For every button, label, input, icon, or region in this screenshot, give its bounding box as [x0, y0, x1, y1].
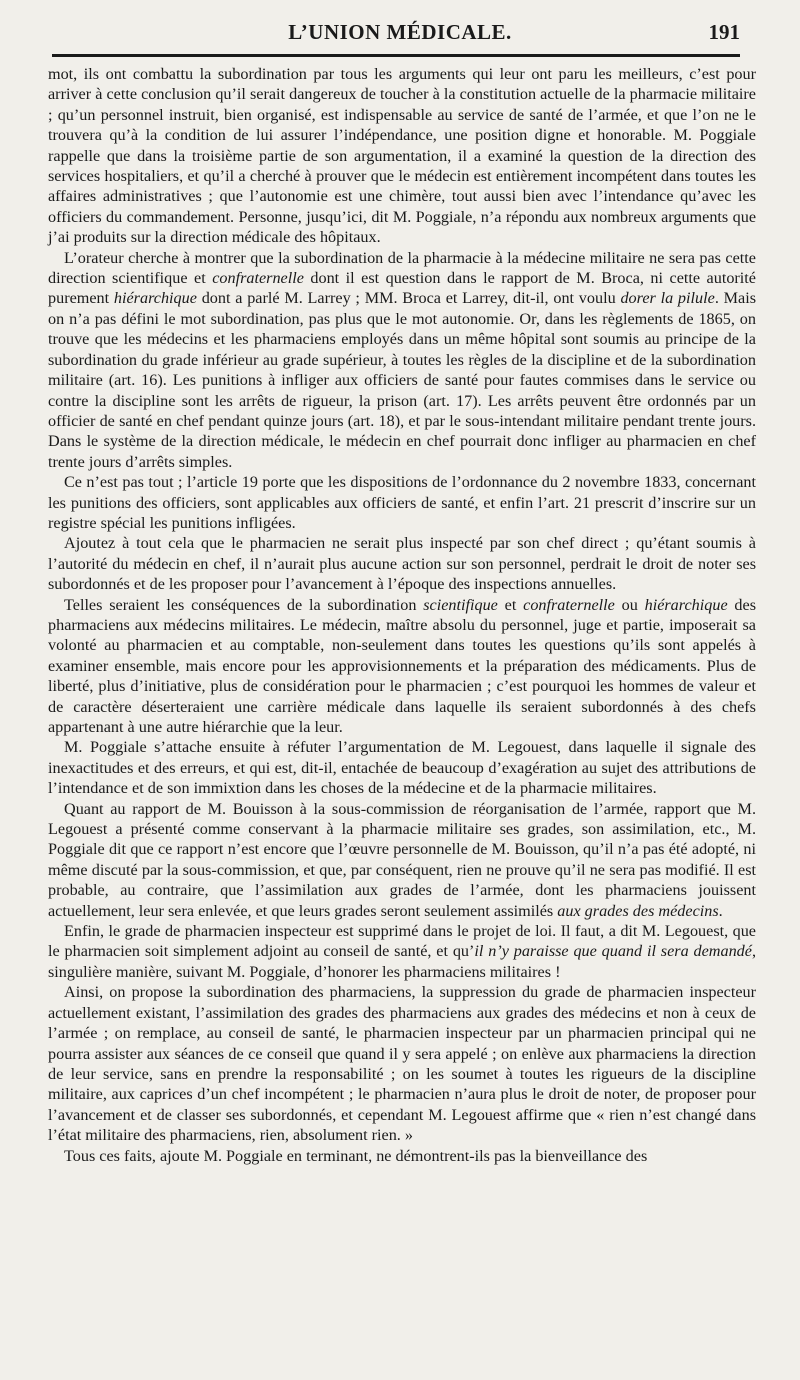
paragraph [48, 533, 756, 594]
italic-text: confraternelle [212, 269, 304, 288]
paragraph-text: Ajoutez à tout cela que le pharmacien ne serait plus inspecté par son chef direct ; qu’étant soumis à l’autorité du médecin en chef, il n’aurait plus aucune action sur son personnel, perdrait le droit de noter ses subordonnés et de les proposer pour l’avancement à l’époque des inspections annuelles. [48, 534, 756, 594]
italic-text: dorer la pilule [620, 289, 715, 308]
paragraph [48, 64, 756, 248]
paragraph-text: Telles seraient les conséquences de la subordination [64, 595, 424, 614]
paragraph-text: des pharmaciens aux médecins militaires. Le médecin, maître absolu du personnel, juge et partie, imposerait sa volonté au pharmacien et au comptable, non-seulement dans toutes les questions qu’ils sont appelés à examiner ensemble, mais encore pour les approvisionnements et la préparation des médicaments. Plus de liberté, plus d’initiative, plus de considération pour le pharmacien ; c’est pourquoi les hommes de valeur et de caractère déserteraient une carrière médicale dans laquelle ils seraient subordonnés à des chefs appartenant à une autre hiérarchie que la leur. [48, 595, 757, 736]
paragraph [48, 248, 756, 472]
page-header [48, 18, 752, 48]
page-number: 191 [708, 20, 740, 44]
paragraph-text: et [497, 595, 524, 614]
paragraph-text: Ainsi, on propose la subordination des pharmaciens, la suppression du grade de pharmacien inspecteur actuellement existant, l’assimilation des grades des pharmaciens aux grades des médecins et non à ceux de l’armée ; on remplace, au conseil de santé, le pharmacien inspecteur par un pharmacien principal qui ne pourra assister aux séances de ce conseil que quand il y sera appelé ; on enlève aux pharmaciens la direction de leur service, sans en prendre la responsabilité ; on les soumet à toutes les rigueurs de la discipline militaire, aux caprices d’un chef incompétent ; le pharmacien n’aura plus le droit de noter, de proposer pour l’avancement et de classer ses subordonnés, et cependant M. Legouest affirme que « rien n’est changé dans l’état militaire des pharmaciens, rien, absolument rien. » [48, 983, 756, 1145]
italic-text: hiérarchique [113, 289, 197, 308]
paragraph-text: . [718, 901, 723, 920]
paragraph-text: L’orateur cherche à montrer que la subordination de la pharmacie à la médecine militaire ne sera pas cette direction scientifique et [48, 248, 756, 288]
paragraph-text: , singulière manière, suivant M. Poggiale, d’honorer les pharmaciens militaires ! [48, 942, 756, 981]
paragraph [48, 799, 756, 921]
article-body [48, 64, 756, 1166]
paragraph-text: mot, ils ont combattu la subordination par tous les arguments qui leur ont paru les meilleurs, c’est pour arriver à cette conclusion qu’il serait dangereux de toucher à la constitution actuelle de la pharmacie militaire ; qu’un personnel instruit, bien organisé, est indispensable au service de santé de l’armée, et que l’on ne le trouvera qu’à la condition de lui assurer l’indépendance, une position digne et honorable. M. Poggiale rappelle que dans la troisième partie de son argumentation, il a examiné la question de la direction des services hospitaliers, et qu’il a cherché à prouver que le médecin est entièrement incompétent dans toutes les affaires administratives ; que l’autonomie est une chimère, tout aussi bien avec l’intendance qu’avec les officiers du commandement. Personne, jusqu’ici, dit M. Poggiale, n’a répondu aux nombreux arguments que j’ai produits sur la direction médicale des hôpitaux. [48, 65, 756, 247]
paragraph [48, 595, 756, 738]
paragraph-text: Enfin, le grade de pharmacien inspecteur est supprimé dans le projet de loi. Il faut, a dit M. Legouest, que le pharmacien soit simplement adjoint au conseil de santé, et qu’ [48, 922, 756, 961]
header-rule [52, 54, 740, 57]
paragraph-text: Tous ces faits, ajoute M. Poggiale en terminant, ne démontrent-ils pas la bienveillance des [64, 1146, 648, 1165]
paragraph [48, 982, 756, 1145]
italic-text: il n’y paraisse que quand il sera demandé [474, 942, 752, 961]
paragraph-text: dont il est question dans le rapport de M. Broca, ni cette autorité purement [48, 269, 756, 308]
italic-text: confraternelle [523, 595, 615, 614]
paragraph [48, 472, 756, 533]
paragraph-text: Quant au rapport de M. Bouisson à la sous-commission de réorganisation de l’armée, rapport que M. Legouest a présenté comme conservant à la pharmacie militaire ses grades, son assimilation, etc., M. Poggiale dit que ce rapport n’est encore que l’œuvre personnelle de M. Bouisson, qu’il n’a pas été adopté, ni même discuté par la sous-commission, et que, par conséquent, rien ne prouve qu’il ne sera pas modifié. Il est probable, au contraire, que l’assimilation aux grades de l’armée, dont les pharmaciens jouissent actuellement, leur sera enlevée, et que leurs grades seront seulement assimilés [48, 799, 756, 920]
paragraph [48, 737, 756, 798]
paragraph [48, 921, 756, 982]
paragraph-text: Ce n’est pas tout ; l’article 19 porte que les dispositions de l’ordonnance du 2 novembre 1833, concernant les punitions des officiers, sont applicables aux officiers de santé, et enfin l’art. 21 prescrit d’inscrire sur un registre spécial les punitions infligées. [48, 473, 756, 532]
paragraph-text: ou [614, 595, 645, 614]
italic-text: aux grades des médecins [557, 901, 719, 920]
paragraph [48, 1146, 756, 1166]
paragraph-text: M. Poggiale s’attache ensuite à réfuter l’argumentation de M. Legouest, dans laquelle il signale des inexactitudes et des erreurs, et qui est, dit-il, entachée de beaucoup d’exagération au sujet des attributions de l’intendance et de son immixtion dans les choses de la médecine et de la pharmacie militaires. [48, 738, 756, 798]
italic-text: hiérarchique [644, 595, 728, 614]
italic-text: scientifique [423, 595, 498, 614]
running-title: L’UNION MÉDICALE. [288, 20, 512, 44]
paragraph-text: dont a parlé M. Larrey ; MM. Broca et Larrey, dit-il, ont voulu [196, 289, 621, 308]
paragraph-text: . Mais on n’a pas défini le mot subordination, pas plus que le mot autonomie. Or, dans les règlements de 1865, on trouve que les médecins et les pharmaciens employés dans un même hôpital sont soumis au principe de la subordination du grade inférieur au grade supérieur, à toutes les règles de la discipline et de la subordination militaire (art. 16). Les punitions à infliger aux officiers de santé pour fautes commises dans le service ou contre la discipline sont les arrêts de rigueur, la prison (art. 17). Les arrêts peuvent être ordonnés par un officier de santé en chef pendant quinze jours (art. 18), et par le sous-intendant militaire pendant trente jours. Dans le système de la direction médicale, le médecin en chef pourrait donc infliger au pharmacien en chef trente jours d’arrêts simples. [48, 289, 757, 471]
